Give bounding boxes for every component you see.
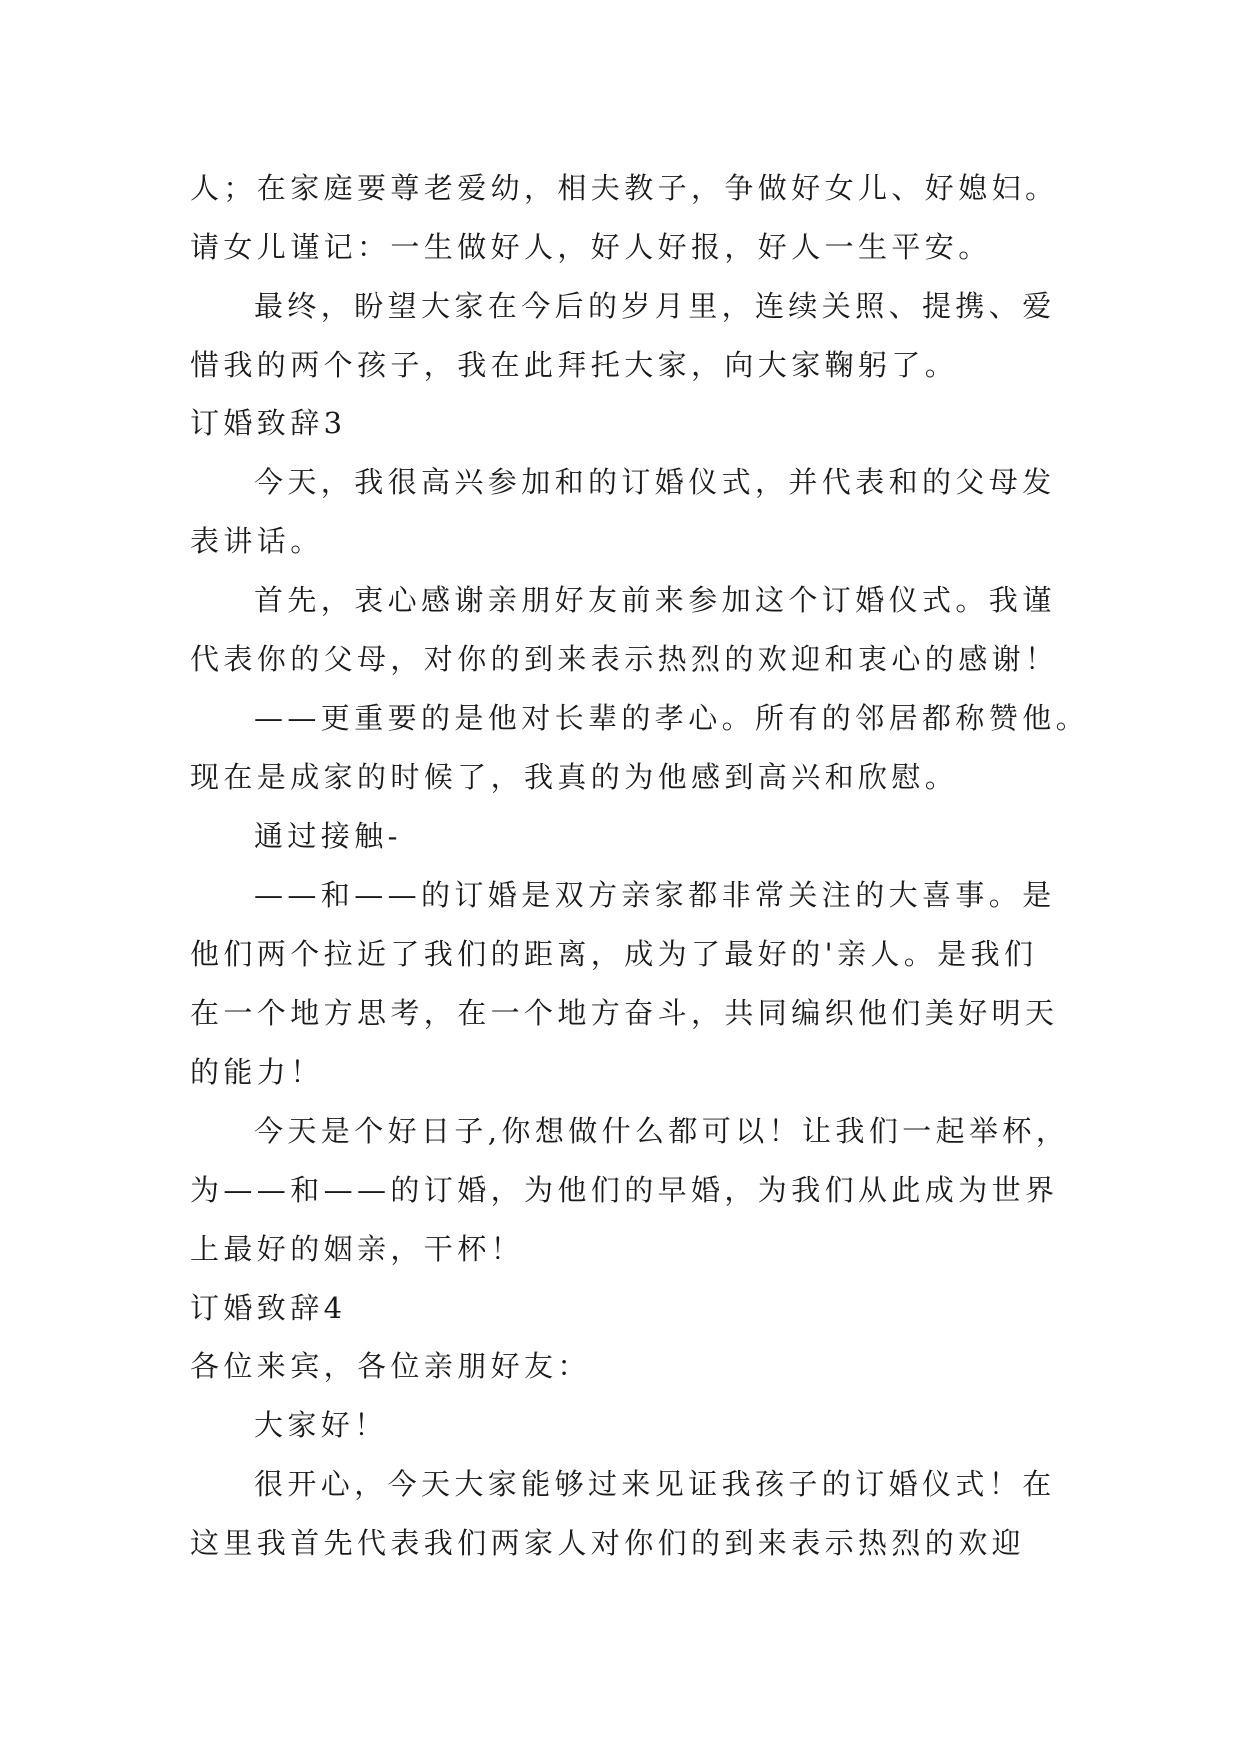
text-line: 为——和——的订婚，为他们的早婚，为我们从此成为世界: [190, 1173, 1059, 1207]
text-line: 大家好！: [254, 1408, 388, 1442]
text-line: 请女儿谨记：一生做好人，好人好报，好人一生平安。: [190, 230, 992, 264]
text-line: 现在是成家的时候了，我真的为他感到高兴和欣慰。: [190, 760, 959, 794]
text-line: 的能力！: [190, 1055, 324, 1089]
text-line: 在一个地方思考，在一个地方奋斗，共同编织他们美好明天: [190, 996, 1059, 1030]
text-line: ——更重要的是他对长辈的孝心。所有的邻居都称赞他。: [254, 701, 1090, 735]
text-line: 今天，我很高兴参加和的订婚仪式，并代表和的父母发: [254, 465, 1056, 499]
text-line: 各位来宾，各位亲朋好友：: [190, 1349, 591, 1383]
text-line: 首先，衷心感谢亲朋好友前来参加这个订婚仪式。我谨: [254, 583, 1056, 617]
text-line: 通过接触-: [254, 819, 402, 853]
text-line: 代表你的父母，对你的到来表示热烈的欢迎和衷心的感谢！: [190, 642, 1059, 676]
text-line: 惜我的两个孩子，我在此拜托大家，向大家鞠躬了。: [190, 348, 959, 382]
text-line: 人；在家庭要尊老爱幼，相夫教子，争做好女儿、好媳妇。: [190, 171, 1059, 205]
text-line: 表讲话。: [190, 524, 324, 558]
text-line: 上最好的姻亲，干杯！: [190, 1232, 525, 1266]
text-line: 最终，盼望大家在今后的岁月里，连续关照、提携、爱: [254, 289, 1056, 323]
section-heading: 订婚致辞4: [190, 1291, 347, 1325]
text-line: 很开心，今天大家能够过来见证我孩子的订婚仪式！在: [254, 1467, 1056, 1501]
text-line: 这里我首先代表我们两家人对你们的到来表示热烈的欢迎: [190, 1526, 1026, 1560]
text-line: 今天是个好日子,你想做什么都可以！让我们一起举杯，: [254, 1114, 1070, 1148]
text-line: 他们两个拉近了我们的距离，成为了最好的'亲人。是我们: [190, 937, 1038, 971]
section-heading: 订婚致辞3: [190, 406, 347, 440]
text-line: ——和——的订婚是双方亲家都非常关注的大喜事。是: [254, 878, 1056, 912]
